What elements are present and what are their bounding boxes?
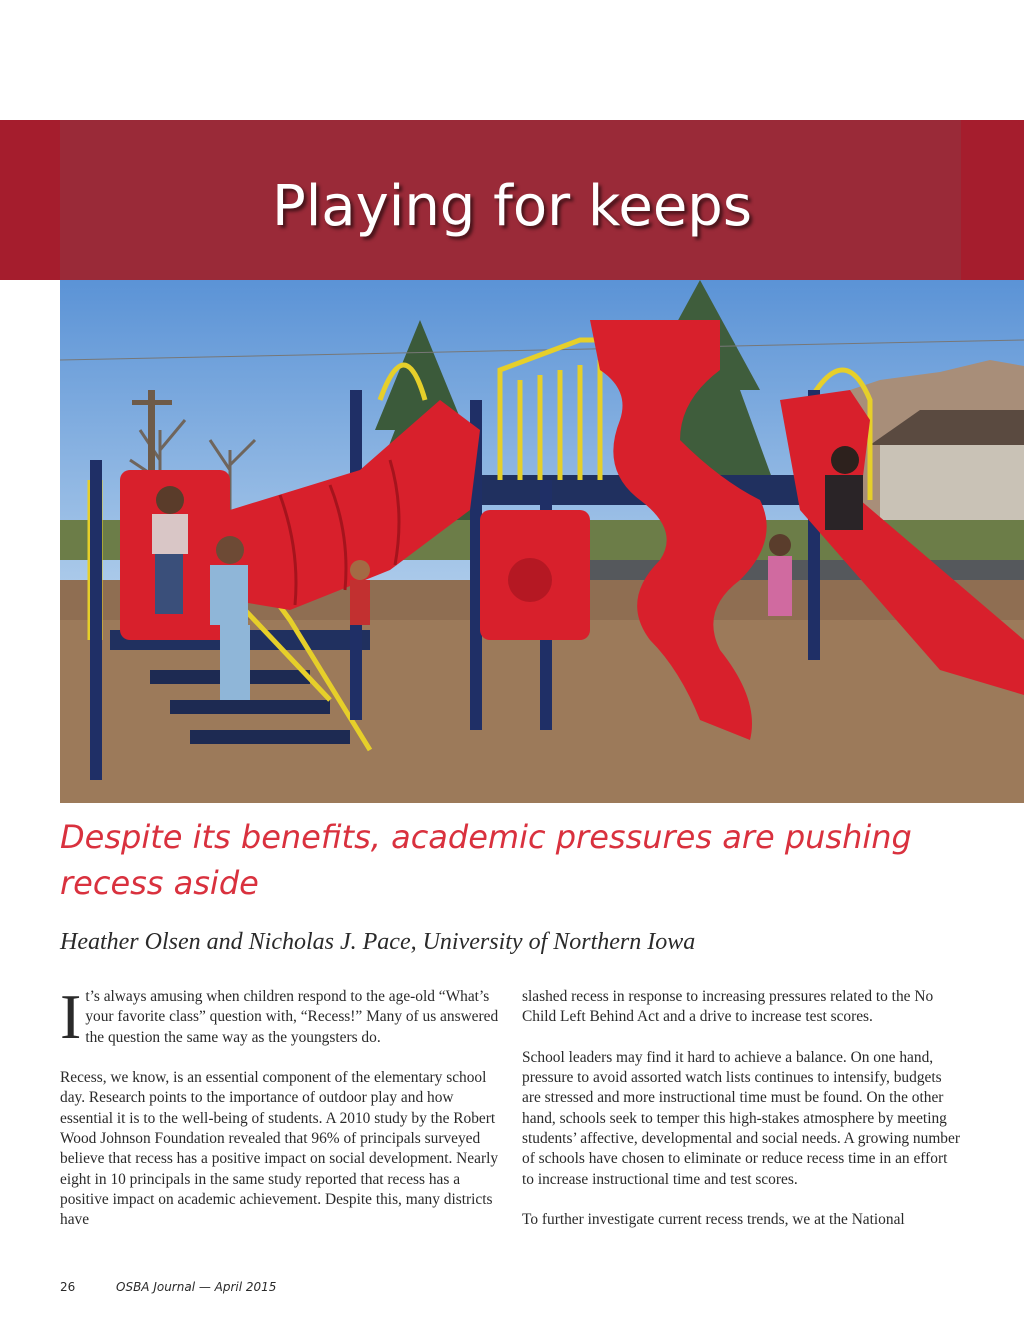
paragraph: School leaders may find it hard to achieve a balance. On one hand, pressure to avoid assorted watch lists continues to intensify, budgets are stressed and more instructional time must be found. On the other hand, schools seek to temper this high-stakes atmosphere by meeting students’ affective, developmental and social needs. A growing number of schools have chosen to eliminate or reduce recess time in an effort to increase instructional time and test scores. [522, 1048, 960, 1188]
paragraph: To further investigate current recess trends, we at the National [522, 1211, 905, 1229]
article-column-left [60, 981, 500, 1251]
article-column-right [522, 987, 962, 1251]
article-subtitle: Despite its benefits, academic pressures are pushing recess aside [60, 818, 912, 902]
article-byline: Heather Olsen and Nicholas J. Pace, University of Northern Iowa [60, 929, 696, 955]
page-number: 26 [60, 1280, 76, 1294]
paragraph: Recess, we know, is an essential component of the elementary school day. Research points to the importance of outdoor play and how essential it is to the well-being of students. A 2010 study by the Robert Wood Johnson Foundation revealed that 96% of principals surveyed believe that recess has a positive impact on social development. Nearly eight in 10 principals in the same study reported that recess has a positive impact on academic achievement. Despite this, many districts have [60, 1069, 499, 1229]
house [880, 440, 1024, 520]
paragraph-text: t’s always amusing when children respond to the age-old “What’s your favorite class” question with, “Recess!” Many of us answered the question the same way as the youngsters do. [85, 988, 499, 1046]
paragraph: slashed recess in response to increasing pressures related to the No Child Left Behind Act and a drive to increase test scores. [522, 988, 934, 1026]
paragraph [60, 981, 500, 1052]
article-title: Playing for keeps [271, 174, 753, 239]
drop-cap: I [60, 981, 82, 1052]
journal-name: OSBA Journal — April 2015 [116, 1280, 277, 1294]
playground-photo [60, 280, 1024, 803]
